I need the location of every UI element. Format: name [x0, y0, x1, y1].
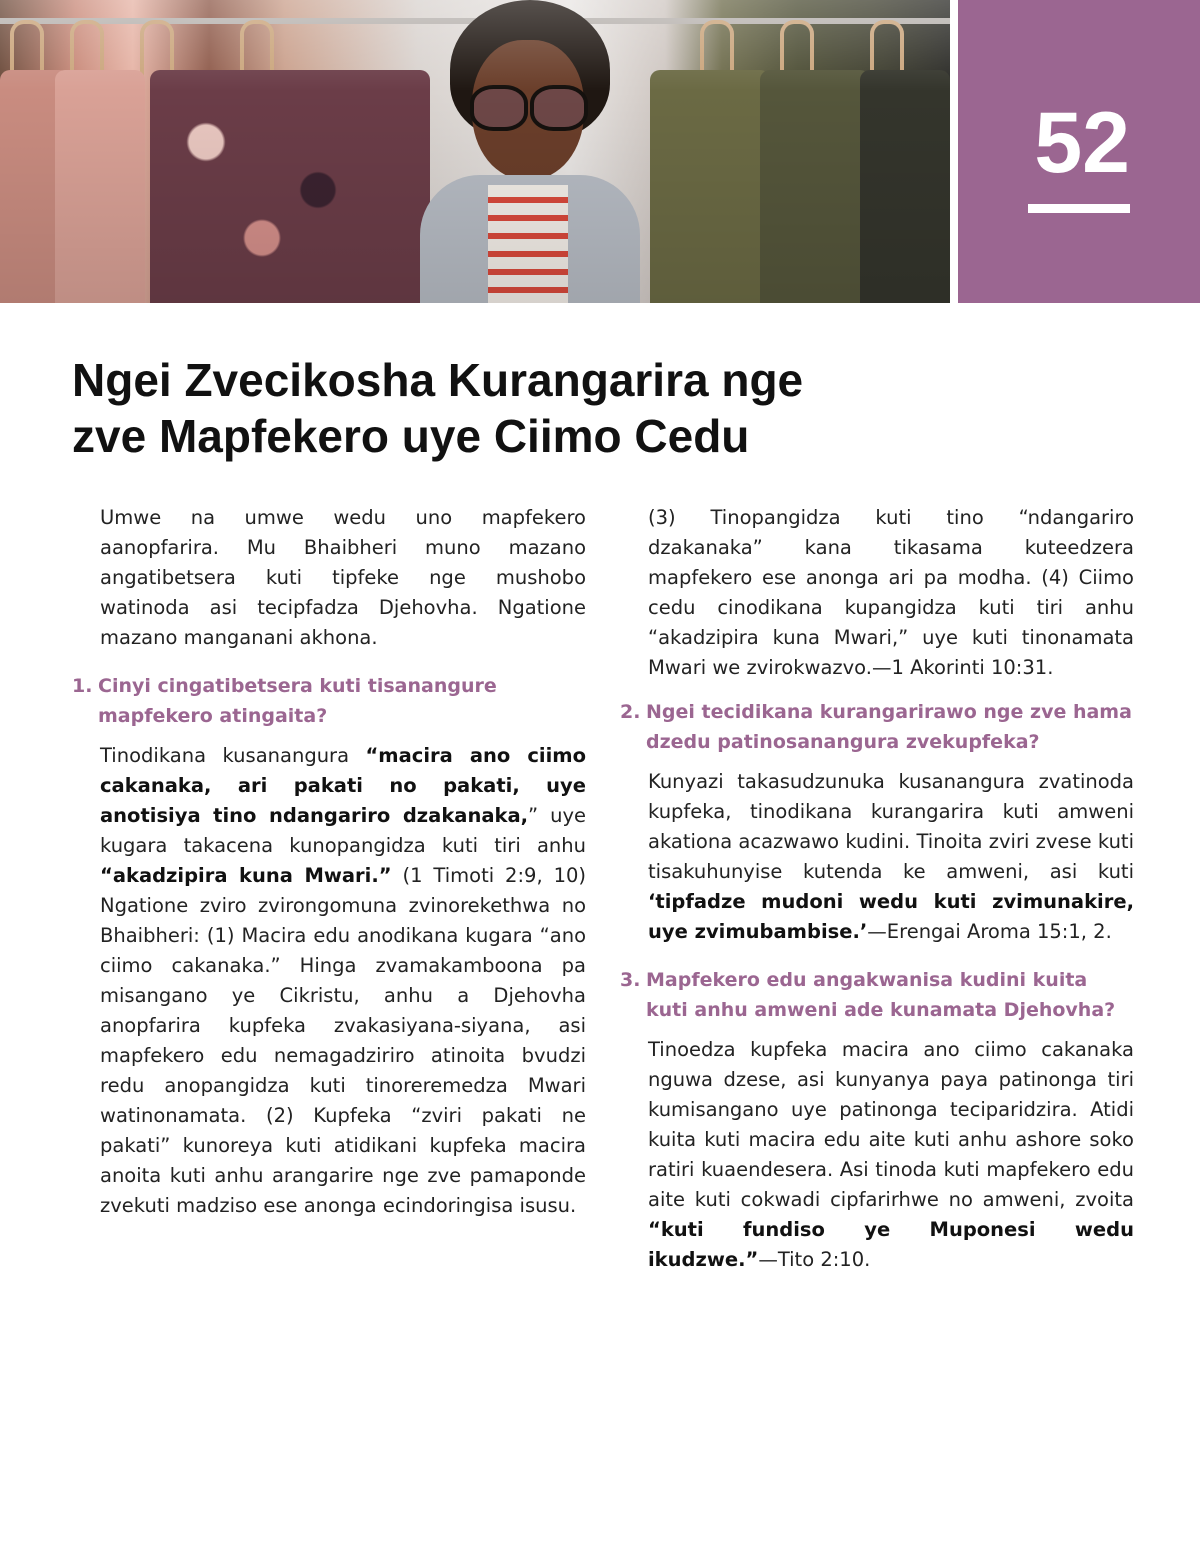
s2-run-0: Kunyazi takasudzunuka kusanangura zvatinoda kupfeka, tinodikana kurangarira kuti amweni akationa acazwawo kudini. Tinoita zviri zvese kuti tisakuhunyise kutenda ke amweni, asi kuti	[648, 770, 1134, 883]
lesson-number: 52	[1034, 95, 1130, 191]
hero-photo	[0, 0, 950, 303]
s1-run-2: ” uye kugara takacena kunopangidza kuti tiri anhu	[100, 804, 586, 857]
section-2-body	[648, 767, 1134, 947]
s2-run-2: —Erengai Aroma 15:1, 2.	[867, 920, 1112, 943]
section-3-body	[648, 1035, 1134, 1275]
badge-underline	[1028, 204, 1130, 213]
section-1-number: 1.	[72, 675, 93, 697]
s1-run-1: “macira ano ciimo cakanaka, ari pakati no pakati, uye anotisiya tino ndangariro dzakanaka,	[100, 744, 586, 827]
s3-run-2: —Tito 2:10.	[758, 1248, 871, 1271]
s3-run-0: Tinoedza kupfeka macira ano ciimo cakanaka nguwa dzese, asi kunyanya paya patinonga tiri kumisangano uye patinonga teciparidzira. Atidi kuita kuti macira edu aite kuti anhu ashore soko ratiri kuaendesera. Asi tinoda kuti mapfekero edu aite kuti cokwadi cipfarirhwe no amweni, zvoita	[648, 1038, 1134, 1211]
section-2-number: 2.	[620, 701, 641, 723]
s1-run-3: “akadzipira kuna Mwari.”	[100, 864, 392, 887]
section-3-number: 3.	[620, 969, 641, 991]
section-1-body-continued	[648, 503, 1134, 683]
s1-run-4-continued: (3) Tinopangidza kuti tino “ndangariro dzakanaka” kana tikasama kuteedzera mapfekero ese anonga ari pa modha. (4) Ciimo cedu cinodikana kupangidza kuti tiri anhu “akadzipira kuna Mwari,” uye kuti tinonamata Mwari we zvirokwazvo.—1 Akorinti 10:31.	[648, 506, 1134, 679]
right-column-content	[620, 697, 1134, 1275]
section-1-question	[72, 671, 586, 731]
section-1-question-text: Cinyi cingatibetsera kuti tisanangure mapfekero atingaita?	[98, 675, 497, 727]
section-1-body	[100, 741, 586, 1221]
title-line-2: zve Mapfekero uye Ciimo Cedu	[72, 410, 750, 462]
section-2-question	[620, 697, 1134, 757]
right-column-top	[620, 503, 1134, 683]
left-column	[72, 503, 586, 1221]
s1-run-4: (1 Timoti 2:9, 10) Ngatione zviro zvirongomuna zvinorekethwa no Bhaibheri: (1) Macira edu anodikana kugara “ano ciimo cakanaka.” Hinga zvamakamboona pa misangano ye Cikristu, anhu a Djehovha anopfarira kupfeka zvakasiyana-siyana, asi mapfekero edu nemagadziriro atinoita bvudzi redu anopangidza kuti tinoreremedza Mwari watinonamata. (2) Kupfeka “zviri pakati ne pakati” kunoreya kuti atidikani kupfeka macira anoita kuti anhu arangarire nge zve pamaponde zvekuti madziso ese anonga ecindoringisa isusu.	[100, 864, 586, 1217]
s2-run-1: ‘tipfadze mudoni wedu kuti zvimunakire, uye zvimubambise.’	[648, 890, 1134, 943]
section-2-question-text: Ngei tecidikana kurangarirawo nge zve hama dzedu patinosanangura zvekupfeka?	[646, 701, 1132, 753]
hero-shade	[0, 0, 950, 303]
section-3-question-text: Mapfekero edu angakwanisa kudini kuita kuti anhu amweni ade kunamata Djehovha?	[646, 969, 1116, 1021]
s3-run-1: “kuti fundiso ye Muponesi wedu ikudzwe.”	[648, 1218, 1134, 1271]
intro-paragraph: Umwe na umwe wedu uno mapfekero aanopfarira. Mu Bhaibheri muno mazano angatibetsera kuti tipfeke nge mushobo watinoda asi tecipfadza Djehovha. Ngatione mazano manganani akhona.	[100, 506, 586, 649]
s1-run-0: Tinodikana kusanangura	[100, 744, 366, 767]
lesson-number-badge	[958, 0, 1200, 303]
page-title	[72, 352, 912, 464]
section-3-question	[620, 965, 1134, 1025]
title-line-1: Ngei Zvecikosha Kurangarira nge	[72, 354, 804, 406]
